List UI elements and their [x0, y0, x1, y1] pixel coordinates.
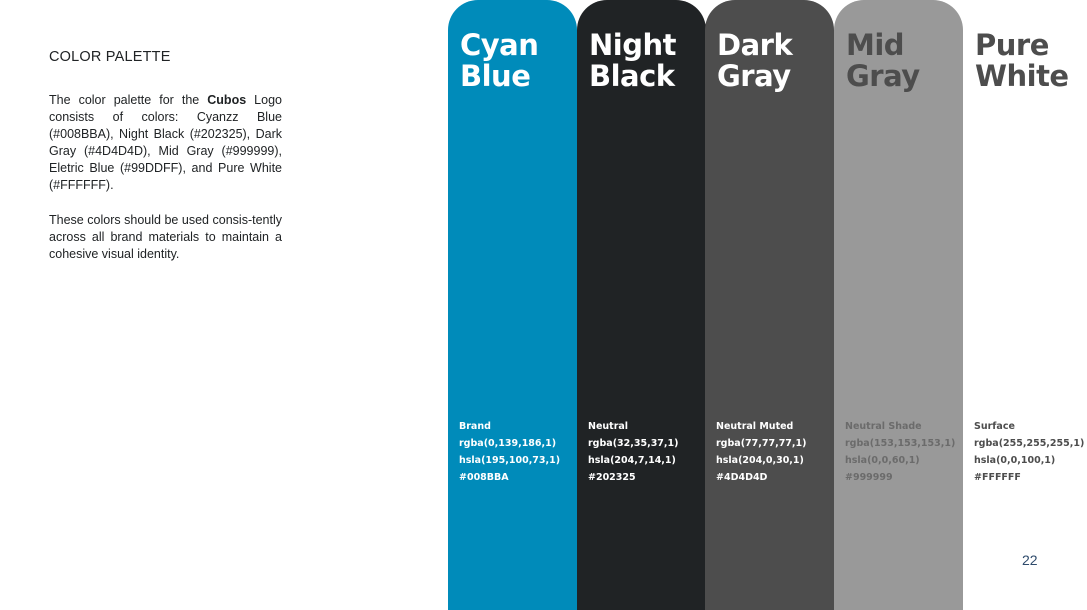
swatch-hsla: hsla(0,0,60,1)	[845, 455, 920, 466]
swatch-role: Neutral Muted	[716, 421, 794, 432]
swatch-name-line-1: Night	[589, 28, 676, 62]
swatch-name-line-2: White	[975, 59, 1069, 93]
section-title: COLOR PALETTE	[49, 49, 171, 65]
swatch-rgba: rgba(32,35,37,1)	[588, 438, 679, 449]
swatch-hsla: hsla(195,100,73,1)	[459, 455, 561, 466]
swatch-info	[716, 418, 806, 486]
swatch-name	[589, 30, 676, 92]
swatch-cyan-blue	[448, 0, 577, 610]
swatch-name-line-2: Gray	[717, 59, 791, 93]
swatch-hex: #FFFFFF	[974, 472, 1021, 483]
swatch-hsla: hsla(204,0,30,1)	[716, 455, 804, 466]
swatch-role: Neutral	[588, 421, 629, 432]
swatch-hsla: hsla(204,7,14,1)	[588, 455, 676, 466]
swatch-role: Brand	[459, 421, 491, 432]
swatch-hsla: hsla(0,0,100,1)	[974, 455, 1056, 466]
swatch-rgba: rgba(0,139,186,1)	[459, 438, 557, 449]
swatch-hex: #999999	[845, 472, 893, 483]
swatch-role: Surface	[974, 421, 1015, 432]
swatch-name	[460, 30, 538, 92]
swatch-name-line-1: Pure	[975, 28, 1049, 62]
swatch-name-line-2: Blue	[460, 59, 531, 93]
swatch-rgba: rgba(255,255,255,1)	[974, 438, 1085, 449]
swatch-mid-gray	[834, 0, 963, 610]
page-number: 22	[1022, 552, 1038, 568]
paragraph-1-rest: Logo consists of colors: Cyanzz Blue (#008BBA), Night Black (#202325), Dark Gray (#4D4D4D), Mid Gray (#999999), Eletric Blue (#99DDFF), and Pure White (#FFFFFF).	[49, 93, 282, 192]
swatch-hex: #4D4D4D	[716, 472, 768, 483]
swatch-rgba: rgba(77,77,77,1)	[716, 438, 807, 449]
swatch-role: Neutral Shade	[845, 421, 922, 432]
brand-name: Cubos	[207, 93, 247, 107]
swatch-rgba: rgba(153,153,153,1)	[845, 438, 956, 449]
description-paragraph-2: These colors should be used consis-tently across all brand materials to maintain a cohesive visual identity.	[49, 213, 282, 261]
swatch-info	[974, 418, 1084, 486]
swatch-name-line-2: Gray	[846, 59, 920, 93]
swatch-info	[459, 418, 560, 486]
swatch-name	[846, 30, 920, 92]
swatch-name-line-1: Mid	[846, 28, 905, 62]
swatch-name-line-1: Dark	[717, 28, 793, 62]
swatch-hex: #008BBA	[459, 472, 509, 483]
description-paragraph-1	[49, 92, 282, 194]
swatch-dark-gray	[705, 0, 834, 610]
swatch-name-line-1: Cyan	[460, 28, 539, 62]
swatch-hex: #202325	[588, 472, 636, 483]
swatch-pure-white	[963, 0, 1087, 610]
swatch-name-line-2: Black	[589, 59, 675, 93]
swatch-night-black	[577, 0, 706, 610]
swatch-info	[588, 418, 678, 486]
swatch-info	[845, 418, 955, 486]
swatch-name	[975, 30, 1069, 92]
paragraph-1-intro: The color palette for the	[49, 93, 208, 107]
swatch-name	[717, 30, 792, 92]
